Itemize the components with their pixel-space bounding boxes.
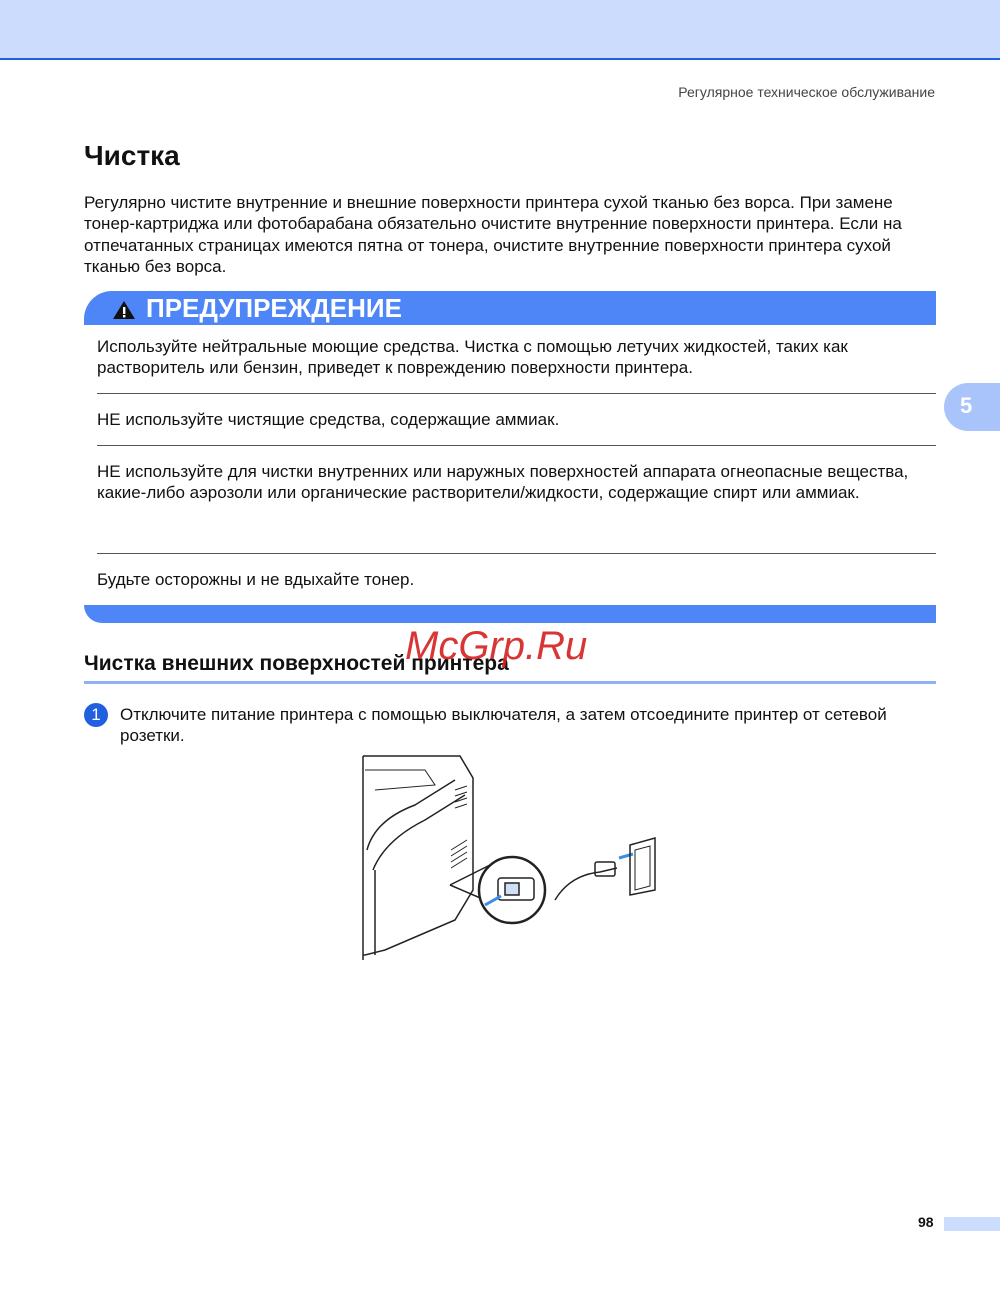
- step-number: 1: [84, 703, 108, 727]
- warning-label: ПРЕДУПРЕЖДЕНИЕ: [146, 293, 402, 323]
- divider: [97, 393, 936, 394]
- intro-paragraph: Регулярно чистите внутренние и внешние поверхности принтера сухой тканью без ворса. При замене тонер-картриджа или фотобарабана обязательно очистите внутренние поверхности принтера. Если на отпечатанных страницах имеются пятна от тонера, очистите внутренние поверхности принтера сухой тканью без ворса.: [84, 193, 902, 276]
- warning-item: Будьте осторожны и не вдыхайте тонер.: [97, 570, 415, 589]
- section-title: Чистка внешних поверхностей принтера: [84, 652, 509, 675]
- header-band: [0, 0, 1000, 60]
- warning-header: [84, 291, 936, 325]
- warning-icon: [112, 300, 136, 320]
- warning-item: Используйте нейтральные моющие средства. Чистка с помощью летучих жидкостей, таких как растворитель или бензин, приведет к повреждению поверхности принтера.: [97, 337, 848, 378]
- warning-end-bar: [84, 605, 936, 623]
- step-text: Отключите питание принтера с помощью выключателя, а затем отсоедините принтер от сетевой розетки.: [120, 705, 887, 746]
- watermark: McGrp.Ru: [405, 624, 588, 668]
- page-title: Чистка: [84, 140, 180, 171]
- warning-item: НЕ используйте для чистки внутренних или наружных поверхностей аппарата огнеопасные вещества, какие-либо аэрозоли или органические растворители/жидкости, содержащие спирт или аммиак.: [97, 462, 909, 503]
- warning-item: НЕ используйте чистящие средства, содержащие аммиак.: [97, 410, 560, 429]
- running-header: Регулярное техническое обслуживание: [678, 84, 935, 100]
- divider: [97, 445, 936, 446]
- divider: [97, 553, 936, 554]
- printer-power-illustration: [355, 750, 665, 965]
- page-number: 98: [918, 1214, 934, 1230]
- footer-bar: [944, 1217, 1000, 1231]
- section-rule: [84, 681, 936, 684]
- chapter-tab[interactable]: 5: [944, 383, 1000, 431]
